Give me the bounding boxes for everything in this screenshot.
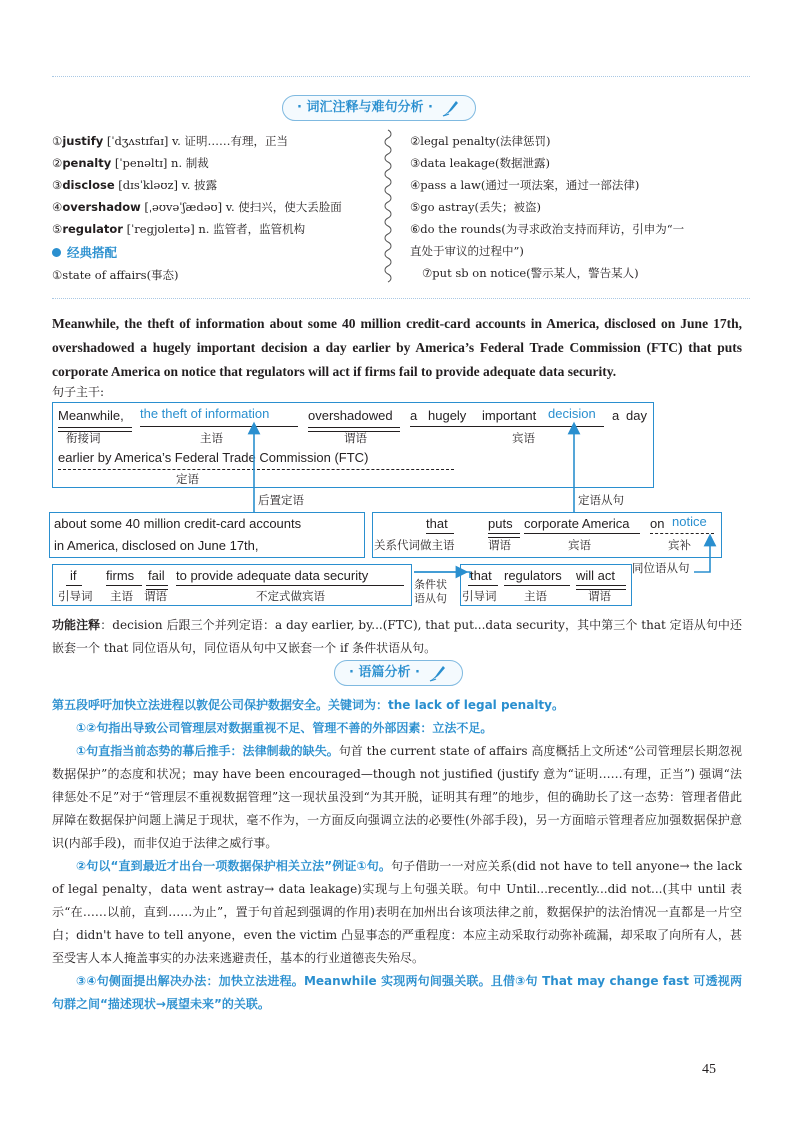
underline-obj-comp (650, 533, 714, 534)
vocab-item: ③disclose [dɪsˈkləʊz] v. 披露 (52, 178, 218, 192)
section-title-discourse: · 语篇分析 · (349, 665, 420, 680)
section-header-discourse (334, 660, 463, 686)
function-note-label: 功能注释 (52, 618, 101, 632)
vocab-item: ②penalty [ˈpenəltɪ] n. 制裁 (52, 156, 209, 170)
vocab-item: ①justify [ˈdʒʌstɪfaɪ] v. 证明……有理，正当 (52, 134, 288, 148)
analysis-point-1: ①句直指当前态势的幕后推手：法律制裁的缺失。句首 the current state of affairs 高度概括上文所述“公司管理层长期忽视数据保护”的态度和状况；may have been encouraged—though not justified (justify 意为“证明……有理，正当”) 强调“法律惩处不足”对于“管理层不重视数据管理”这一现状虽没到“为其开脱，证明其有理”的地步，但的确助长了这一态势：管理者借此屏障在数据保护问题上满足于现状，毫不作为，一方面反向强调立法的必要性(外部手段)，另一方面暗示管理者应加强数据保护意识(内部手段)，而非仅迫于法律之威行事。 (52, 744, 742, 850)
label-attr-clause: 定语从句 (578, 493, 624, 507)
word-hugely: hugely (428, 408, 467, 423)
label-subject: 主语 (200, 431, 223, 445)
word-earlier-phrase: earlier by America’s Federal Trade Commission (FTC) (58, 450, 369, 465)
collocation-item: ①state of affairs(事态) (52, 268, 179, 282)
word-that: that (426, 516, 448, 531)
word-important: important (482, 408, 537, 423)
page-number: 45 (702, 1062, 716, 1077)
analysis-point-3-4: ③④句侧面提出解决办法：加快立法进程。Meanwhile 实现两句间强关联。且借③句 That may change fast 可透视两句群之间“描述现状→展望未来”的关联。 (52, 974, 742, 1011)
word-notice: notice (672, 514, 707, 529)
word-that2: that (470, 568, 492, 583)
word-puts: puts (488, 516, 513, 531)
underline-intro (66, 585, 82, 586)
discourse-analysis (52, 694, 742, 1016)
label-appos: 同位语从句 (632, 561, 690, 575)
word-a2: a (612, 408, 620, 423)
label-intro: 引导词 (58, 589, 93, 603)
word-on: on (650, 516, 665, 531)
label-subj4: 主语 (524, 589, 547, 603)
analysis-point-1-2: ①②句指出导致公司管理层对数据重视不足、管理不善的外部因素：立法不足。 (76, 721, 493, 735)
label-connector: 衔接词 (66, 431, 101, 445)
label-pred3: 谓语 (144, 589, 167, 603)
label-cond1: 条件状 (414, 578, 447, 591)
underline-subj4 (504, 585, 570, 586)
word-meanwhile: Meanwhile, (58, 408, 124, 423)
underline-inf-obj (176, 585, 404, 586)
underline-obj2 (524, 533, 640, 534)
word-will-act: will act (576, 568, 616, 583)
label-inf-obj: 不定式做宾语 (256, 589, 325, 603)
label-cond2: 语从句 (414, 592, 447, 605)
word-theft: the theft of information (140, 406, 270, 421)
label-attr: 定语 (176, 472, 199, 486)
vocab-item: ④pass a law(通过一项法案，通过一部法律) (410, 178, 640, 192)
underline-subj3 (106, 585, 142, 586)
word-corporate: corporate America (524, 516, 630, 531)
label-pred4: 谓语 (588, 589, 611, 603)
vocab-item: ⑦put sb on notice(警示某人，警告某人) (422, 266, 639, 280)
analysis-summary: 第五段呼吁加快立法进程以敦促公司保护数据安全。关键词为：the lack of legal penalty。 (52, 698, 564, 712)
collocation-header: 经典搭配 (52, 242, 342, 264)
difficult-sentence: Meanwhile, the theft of information about some 40 million credit-card accounts in America, disclosed on June 17th, overshadowed a hugely important decision a day earlier by America’s Federal Trade Commission (FTC) that puts corporate America on notice that regulators will act if firms fail to provide adequate data security. (52, 316, 742, 379)
word-about-phrase: about some 40 million credit-card accounts (54, 516, 302, 531)
word-firms: firms (106, 568, 135, 583)
vocab-item: ⑥do the rounds(为寻求政治支持而拜访，引申为“一 (410, 222, 685, 236)
function-note (52, 614, 742, 660)
function-note-text: ：decision 后跟三个并列定语：a day earlier, by...(FTC), that put...data security，其中第三个 that 定语从句中还嵌套一个 that 同位语从句，同位语从句中又嵌套一个 if 条件状语从句。 (52, 618, 742, 655)
vocab-item: ③data leakage(数据泄露) (410, 156, 550, 170)
trunk-label: 句子主干: (52, 385, 105, 399)
vocab-item: ⑤regulator [ˈregjʊleɪtə] n. 监管者，监管机构 (52, 222, 306, 236)
vocab-item: ④overshadow [ˌəʊvəˈʃædəʊ] v. 使扫兴，使大丢脸面 (52, 200, 342, 214)
label-post-attr: 后置定语 (258, 493, 304, 507)
vocab-item: ⑤go astray(丢失；被盗) (410, 200, 541, 214)
label-subj3: 主语 (110, 589, 133, 603)
section-title-vocab: · 词汇注释与难句分析 · (297, 100, 433, 115)
underline-intro2 (468, 585, 498, 586)
word-fail: fail (148, 568, 165, 583)
word-a: a (410, 408, 418, 423)
vocab-item: ②legal penalty(法律惩罚) (410, 134, 551, 148)
word-regulators: regulators (504, 568, 562, 583)
word-in-america: in America, disclosed on June 17th, (54, 538, 259, 553)
word-overshadowed: overshadowed (308, 408, 393, 423)
label-obj-comp: 宾补 (668, 538, 691, 552)
vocab-item: 直处于审议的过程中”) (410, 244, 524, 258)
word-to-provide: to provide adequate data security (176, 568, 369, 583)
brush-icon (428, 663, 448, 683)
analysis-point-2: ②句以“直到最近才出台一项数据保护相关立法”例证①句。句子借助一一对应关系(did not have to tell anyone→ the lack of legal penalty，data went astray→ data leakage)实现与上句强关联。句中 Until...recently...did not...(其中 until 表示“在……以前，直到……为止”，置于句首起到强调的作用)表明在加州出台该项法律之前，数据保护的法治情况一直都是一片空白；didn't have to tell anyone，even the victim 凸显事态的严重程度：本应主动采取行动弥补疏漏，却采取了向所有人，甚至受害人本人掩盖事实的办法来逃避责任，基本的行业道德丧失殆尽。 (52, 859, 742, 965)
label-intro2: 引导词 (462, 589, 497, 603)
word-if: if (70, 568, 77, 583)
label-pred2: 谓语 (488, 538, 511, 552)
label-obj2: 宾语 (568, 538, 591, 552)
word-decision: decision (548, 406, 596, 421)
underline-rel-pron (426, 533, 454, 534)
label-object: 宾语 (512, 431, 535, 445)
word-day: day (626, 408, 647, 423)
label-predicate: 谓语 (344, 431, 367, 445)
label-rel-pron: 关系代词做主语 (374, 538, 455, 552)
